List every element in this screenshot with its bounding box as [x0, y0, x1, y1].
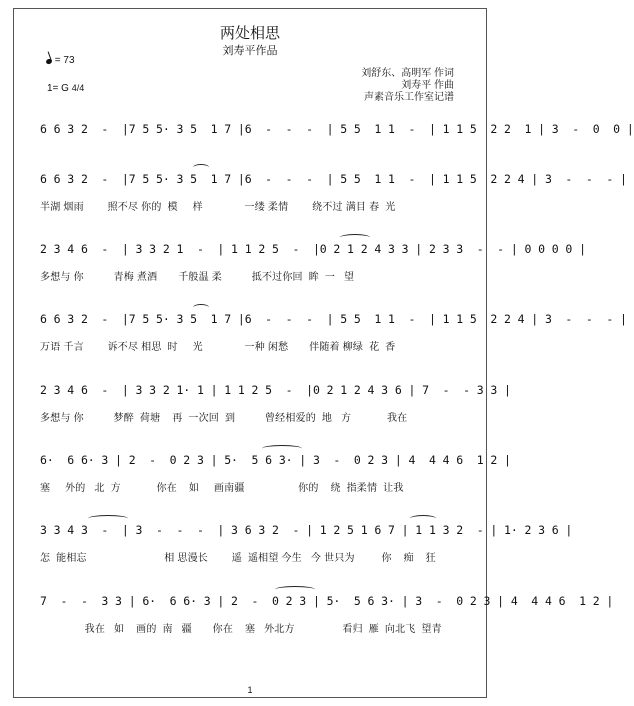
time-signature: 4/4: [71, 83, 85, 93]
page-title: 两处相思: [219, 25, 280, 42]
slur: [275, 586, 315, 593]
score-notes: 2 3 4 6 - | 3 3 2 1· 1 | 1 1 2 5 - |0 2 1 2 4 3 6 | 7 - - 3 3 |: [40, 383, 511, 397]
tempo-value: = 73: [54, 55, 75, 66]
score-row: [40, 523, 573, 564]
score-notes: 6 6 3 2 - |7 5 5· 3 5 1 7 |6 - - - | 5 5 1 1 - | 1 1 5 2 2 4 | 3 - - - |: [40, 312, 627, 326]
slur: [410, 515, 436, 522]
score-row: [40, 453, 511, 494]
slur: [88, 515, 128, 522]
score-notes: 6 6 3 2 - |7 5 5· 3 5 1 7 |6 - - - | 5 5 1 1 - | 1 1 5 2 2 4 | 3 - - - |: [40, 172, 627, 186]
score-lyrics: 半湖 烟雨 照不尽 你的 模 样 一缕 柔情 绕不过 满目 春 光: [40, 202, 396, 213]
score-notes: 6· 6 6· 3 | 2 - 0 2 3 | 5· 5 6 3· | 3 - 0 2 3 | 4 4 4 6 1 2 |: [40, 453, 511, 467]
key-label: 1= G: [47, 83, 69, 94]
score-row: [40, 312, 627, 353]
page-number: 1: [247, 685, 253, 695]
slur: [193, 164, 209, 171]
score-lyrics: 多想与 你 梦醉 荷塘 再 一次回 到 曾经相爱的 地 方 我在: [40, 413, 408, 424]
quarter-note-icon: [45, 58, 52, 65]
score-row: [40, 172, 627, 213]
slur: [193, 304, 209, 311]
credit-music: 刘寿平 作曲: [401, 80, 454, 91]
score-row: [40, 383, 511, 424]
score-row: [40, 122, 634, 150]
score-lyrics: 怎 能相忘 相 思漫长 遥 遥相望 今生 今 世只为 你 痴 狂: [40, 553, 436, 564]
slur: [262, 445, 302, 452]
credits: [361, 68, 454, 104]
score-lyrics: 万语 千言 诉不尽 相思 时 光 一种 闲愁 伴随着 柳绿 花 香: [40, 342, 396, 353]
score-lyrics: 多想与 你 青梅 煮酒 千般温 柔 抵不过你回 眸 一 望: [40, 272, 355, 283]
score-notes: 6 6 3 2 - |7 5 5· 3 5 1 7 |6 - - - | 5 5 1 1 - | 1 1 5 2 2 1 | 3 - 0 0 |: [40, 122, 634, 136]
score-row: [40, 242, 586, 283]
score-notes: 3 3 4 3 - | 3 - - - | 3 6 3 2 - | 1 2 5 1 6 7 | 1 1 3 2 - | 1· 2 3 6 |: [40, 523, 573, 537]
tempo-marking: [46, 55, 75, 66]
score-notes: 2 3 4 6 - | 3 3 2 1 - | 1 1 2 5 - |0 2 1 2 4 3 3 | 2 3 3 - - | 0 0 0 0 |: [40, 242, 586, 256]
score-lyrics: 塞 外的 北 方 你在 如 画南疆 你的 绕 指柔情 让我: [40, 483, 404, 494]
page-subtitle: 刘寿平作品: [222, 45, 278, 57]
score-notes: 7 - - 3 3 | 6· 6 6· 3 | 2 - 0 2 3 | 5· 5 6 3· | 3 - 0 2 3 | 4 4 4 6 1 2 |: [40, 594, 614, 608]
key-signature: [47, 83, 84, 94]
slur: [340, 234, 370, 241]
credit-transcriber: 声素音乐工作室记谱: [364, 92, 454, 103]
credit-lyrics: 刘舒东、高明军 作词: [361, 68, 454, 79]
score-lyrics: 我在 如 画的 南 疆 你在 塞 外北方 看归 雁 向北飞 望青: [40, 624, 442, 635]
score-row: [40, 594, 614, 635]
